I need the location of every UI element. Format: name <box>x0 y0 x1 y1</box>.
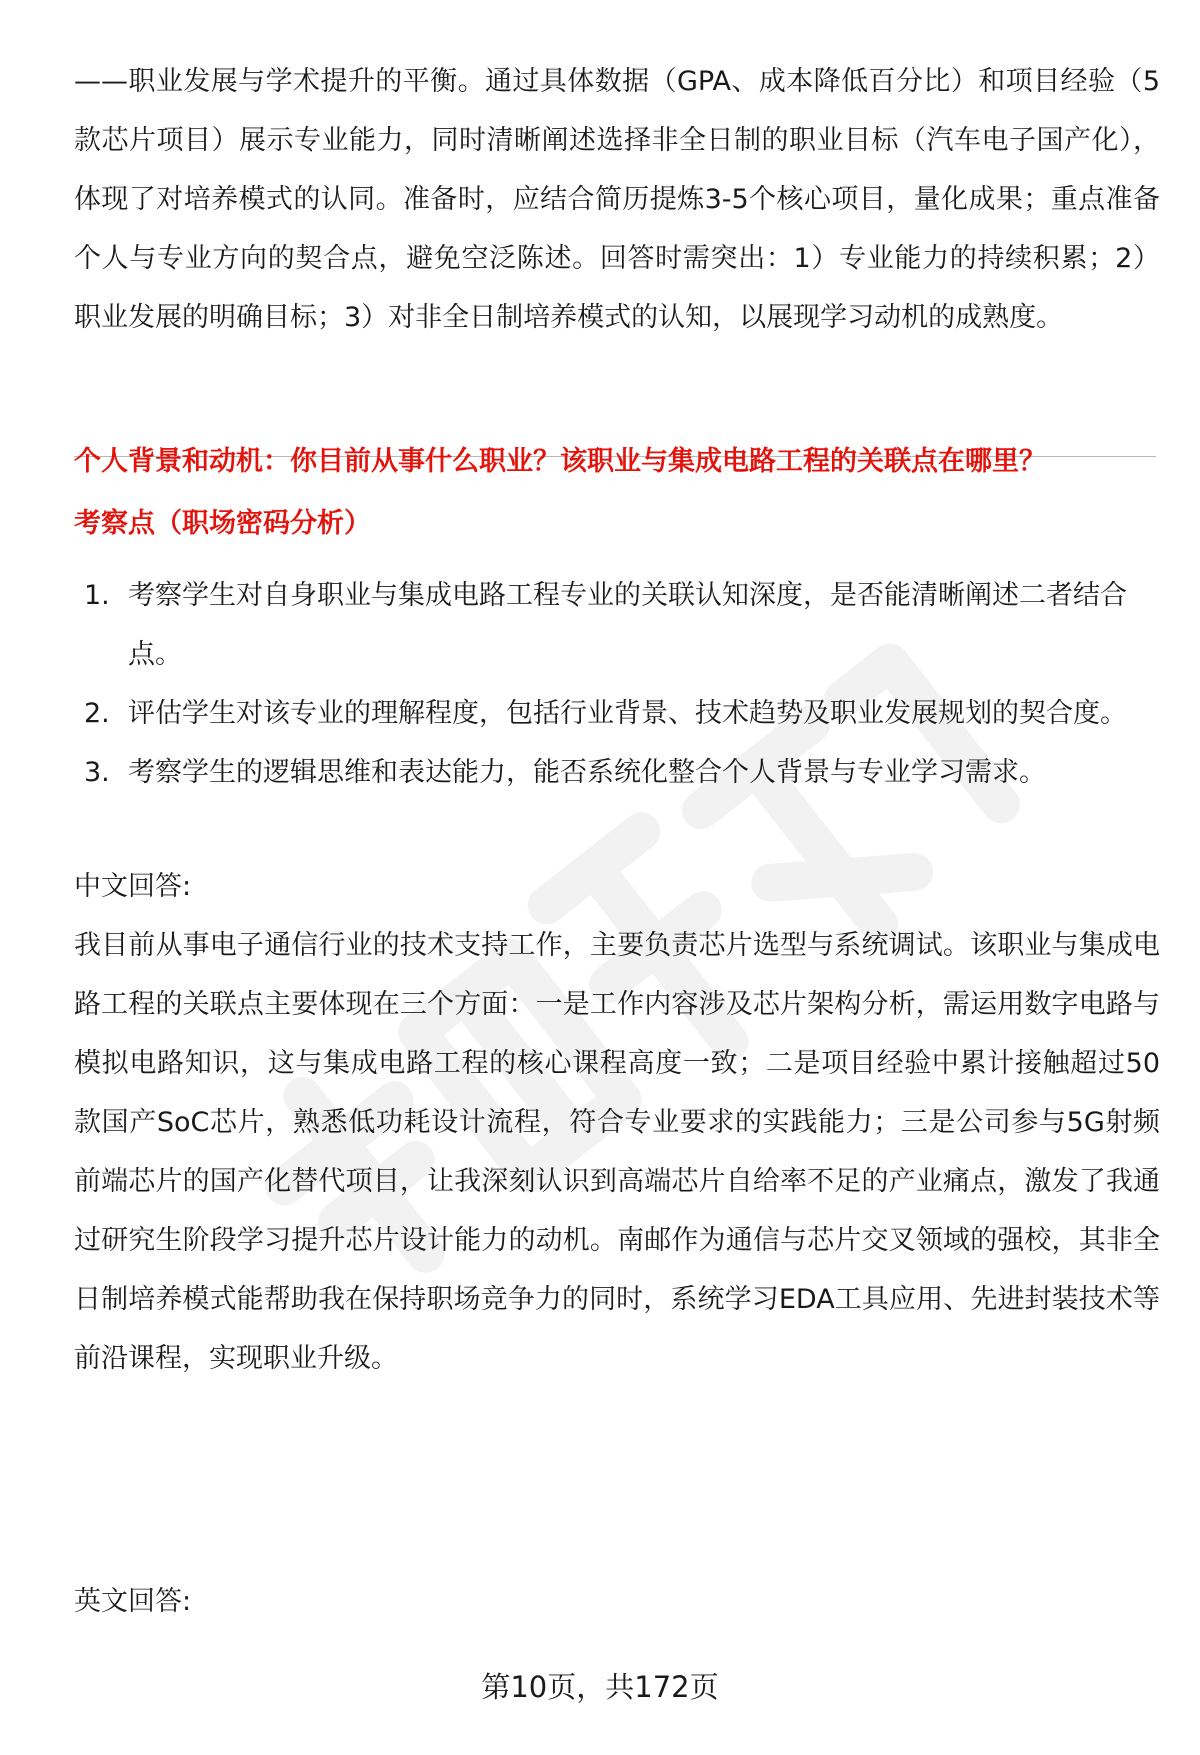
list-item-number: 2. <box>84 698 110 729</box>
page-footer: 第10页，共172页 <box>481 1670 719 1704</box>
list-item-number: 1. <box>84 580 110 611</box>
english-answer-label: 英文回答: <box>74 1586 192 1617</box>
list-item-number: 3. <box>84 757 110 788</box>
list-item-text: 考察学生对自身职业与集成电路工程专业的关联认知深度，是否能清晰阐述二者结合点。 <box>128 580 1127 670</box>
list-item <box>74 743 1160 802</box>
list-item-text: 评估学生对该专业的理解程度，包括行业背景、技术趋势及职业发展规划的契合度。 <box>128 698 1127 729</box>
intro-section <box>74 52 1160 347</box>
list-item-text: 考察学生的逻辑思维和表达能力，能否系统化整合个人背景与专业学习需求。 <box>128 757 1046 788</box>
analysis-heading: 考察点（职场密码分析） <box>74 508 371 539</box>
list-item <box>74 566 1160 684</box>
list-item <box>74 684 1160 743</box>
chinese-answer-text: 我目前从事电子通信行业的技术支持工作，主要负责芯片选型与系统调试。该职业与集成电路工程的关联点主要体现在三个方面：一是工作内容涉及芯片架构分析，需运用数字电路与模拟电路知识，这与集成电路工程的核心课程高度一致；二是项目经验中累计接触超过50款国产SoC芯片，熟悉低功耗设计流程，符合专业要求的实践能力；三是公司参与5G射频前端芯片的国产化替代项目，让我深刻认识到高端芯片自给率不足的产业痛点，激发了我通过研究生阶段学习提升芯片设计能力的动机。南邮作为通信与芯片交叉领域的强校，其非全日制培养模式能帮助我在保持职场竞争力的同时，系统学习EDA工具应用、先进封装技术等前沿课程，实现职业升级。 <box>74 930 1160 1374</box>
chinese-answer-label: 中文回答: <box>74 871 192 902</box>
question-title: 个人背景和动机：你目前从事什么职业？该职业与集成电路工程的关联点在哪里？ <box>74 446 1046 477</box>
chinese-answer-section <box>74 857 1160 1388</box>
english-answer-section <box>74 1572 1160 1631</box>
analysis-points-list <box>74 566 1160 802</box>
intro-paragraph: ——职业发展与学术提升的平衡。通过具体数据（GPA、成本降低百分比）和项目经验（5款芯片项目）展示专业能力，同时清晰阐述选择非全日制的职业目标（汽车电子国产化），体现了对培养模式的认同。准备时，应结合简历提炼3-5个核心项目，量化成果；重点准备个人与专业方向的契合点，避免空泛陈述。回答时需突出：1）专业能力的持续积累；2）职业发展的明确目标；3）对非全日制培养模式的认知，以展现学习动机的成熟度。 <box>74 66 1160 333</box>
